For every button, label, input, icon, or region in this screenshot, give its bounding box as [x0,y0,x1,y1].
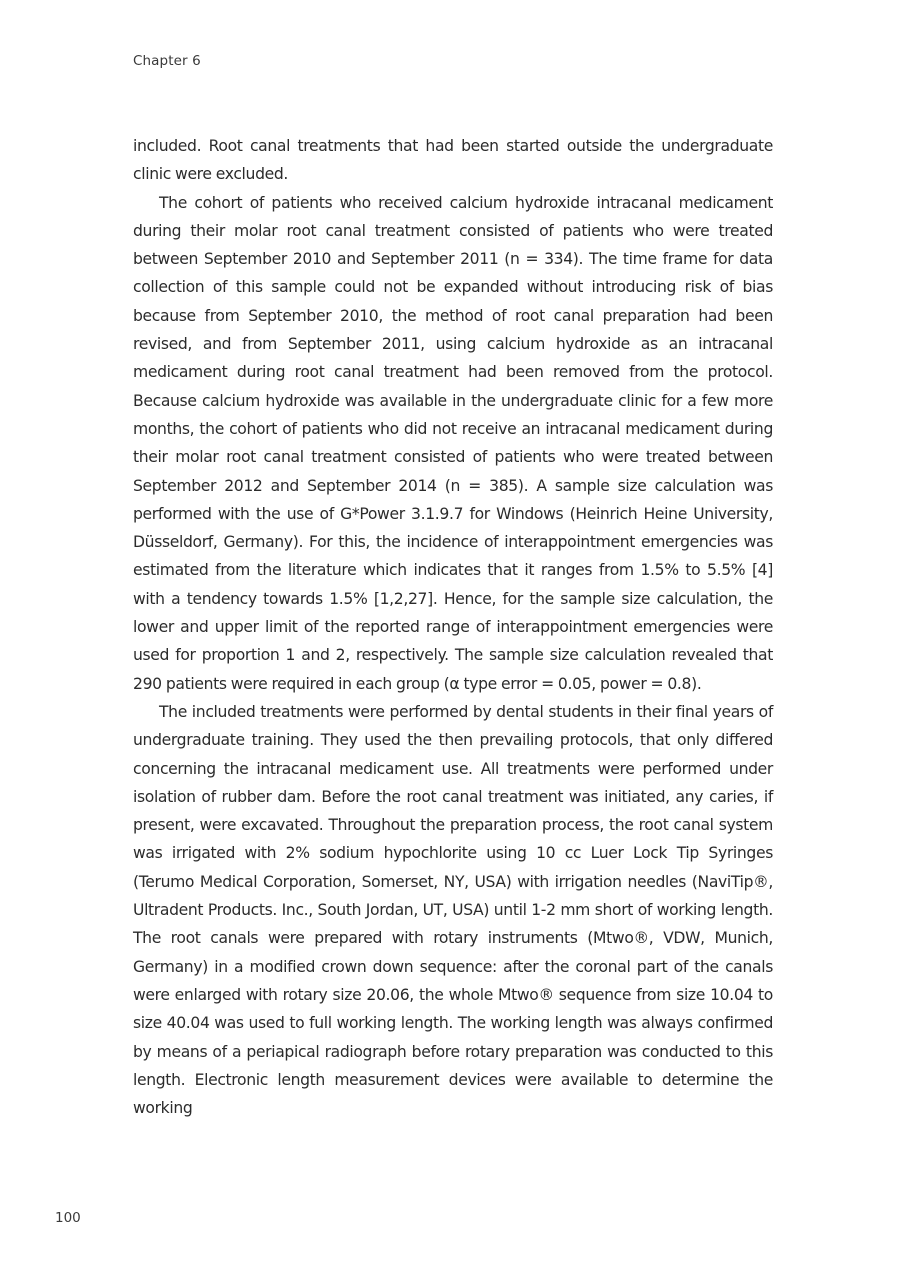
paragraph-cohort: The cohort of patients who received calcium hydroxide intracanal medicament during their molar root canal treatment consisted of patients who were treated between September 2010 and September 2011 (n = 334). The time frame for data collection of this sample could not be expanded without introducing risk of bias because from September 2010, the method of root canal preparation had been revised, and from September 2011, using calcium hydroxide as an intracanal medicament during root canal treatment had been removed from the protocol. Because calcium hydroxide was available in the undergraduate clinic for a few more months, the cohort of patients who did not receive an intracanal medicament during their molar root canal treatment consisted of patients who were treated between September 2012 and September 2014 (n = 385). A sample size calculation was performed with the use of G*Power 3.1.9.7 for Windows (Heinrich Heine University, Düsseldorf, Germany). For this, the incidence of interappointment emergencies was estimated from the literature which indicates that it ranges from 1.5% to 5.5% [4] with a tendency towards 1.5% [1,2,27]. Hence, for the sample size calculation, the lower and upper limit of the reported range of interappointment emergencies were used for proportion 1 and 2, respectively. The sample size calculation revealed that 290 patients were required in each group (α type error = 0.05, power = 0.8). [133,193,773,693]
page-number: 100 [55,1210,81,1226]
running-head-chapter: Chapter 6 [133,53,201,69]
body-text [133,132,773,1122]
paragraph-treatment-protocol: The included treatments were performed by dental students in their final years of undergraduate training. They used the then prevailing protocols, that only differed concerning the intracanal medicament use. All treatments were performed under isolation of rubber dam. Before the root canal treatment was initiated, any caries, if present, were excavated. Throughout the preparation process, the root canal system was irrigated with 2% sodium hypochlorite using 10 cc Luer Lock Tip Syringes (Terumo Medical Corporation, Somerset, NY, USA) with irrigation needles (NaviTip®, Ultradent Products. Inc., South Jordan, UT, USA) until 1-2 mm short of working length. The root canals were prepared with rotary instruments (Mtwo®, VDW, Munich, Germany) in a modified crown down sequence: after the coronal part of the canals were enlarged with rotary size 20.06, the whole Mtwo® sequence from size 10.04 to size 40.04 was used to full working length. The working length was always confirmed by means of a periapical radiograph before rotary preparation was conducted to this length. Electronic length measurement devices were available to determine the working [133,702,773,1118]
paragraph-continuation: included. Root canal treatments that had been started outside the undergraduate clinic were excluded. [133,137,773,184]
